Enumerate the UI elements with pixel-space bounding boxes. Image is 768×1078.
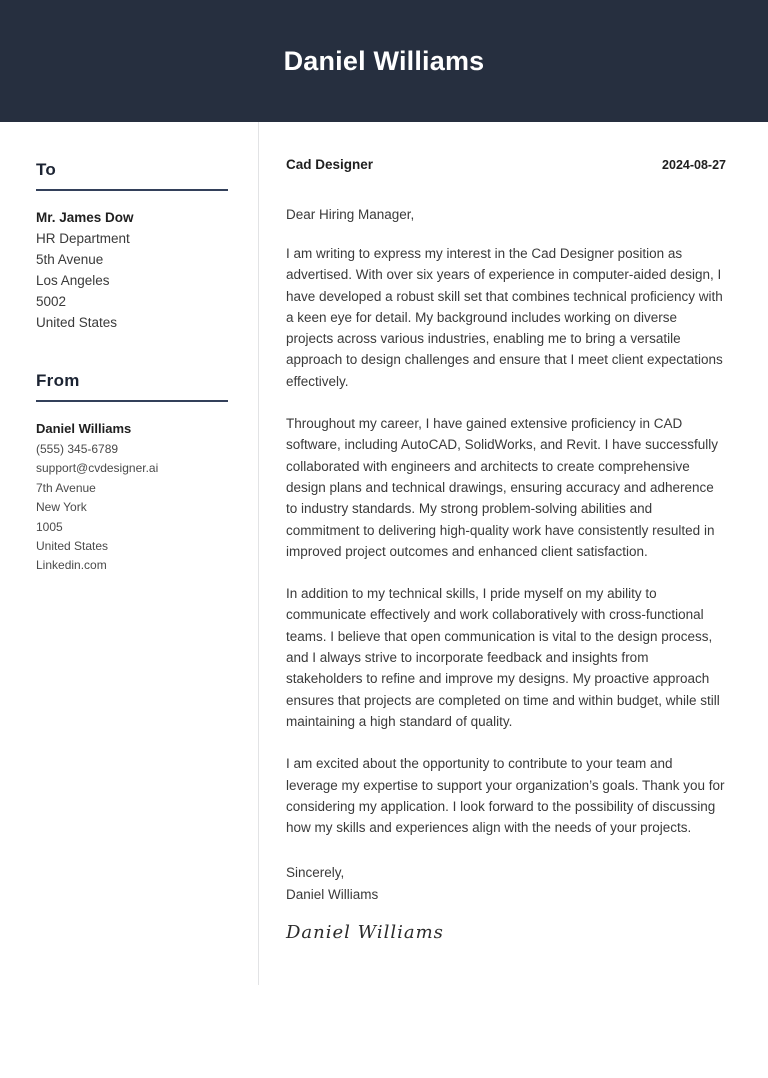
- sender-heading: From: [36, 371, 80, 390]
- sender-details-list: [36, 418, 232, 576]
- document-body: [0, 122, 768, 1078]
- closing-name: Daniel Williams: [286, 886, 379, 902]
- list-item: United States: [36, 315, 118, 330]
- letter-meta-row: [286, 122, 726, 172]
- letter-paragraph: In addition to my technical skills, I pride myself on my ability to communicate effectively and work collaboratively with cross-functional teams. I believe that open communication is vital to the design process, and I always strive to incorporate feedback and insights from stakeholders to refine and improve my designs. My proactive approach ensures that projects are completed on time and within budget, while still maintaining a high standard of quality.: [286, 586, 720, 729]
- letter-date: 2024-08-27: [662, 158, 726, 172]
- list-item: 1005: [36, 519, 63, 534]
- salutation: Dear Hiring Manager,: [286, 207, 415, 222]
- recipient-section: [36, 122, 232, 333]
- list-item: support@cvdesigner.ai: [36, 461, 159, 476]
- letter-paragraph: I am writing to express my interest in the Cad Designer position as advertised. With over six years of experience in computer-aided design, I have developed a robust skill set that combines technical proficiency with a keen eye for detail. My background includes working on diverse projects across various industries, enabling me to bring a versatile approach to design challenges and ensure that I meet client expectations effectively.: [286, 246, 723, 389]
- sender-section: [36, 333, 232, 576]
- letter-paragraph: I am excited about the opportunity to contribute to your team and leverage my expertise to support your organization’s goals. Thank you for considering my application. I look forward to the possibility of discussing how my skills and experiences align with the needs of your projects.: [286, 756, 725, 836]
- sidebar: [36, 122, 232, 576]
- list-item: HR Department: [36, 231, 130, 246]
- signature: Daniel Williams: [286, 922, 444, 944]
- job-title: Cad Designer: [286, 157, 374, 172]
- letter-content: [286, 122, 726, 943]
- list-item: 7th Avenue: [36, 480, 96, 495]
- list-item: Mr. James Dow: [36, 210, 134, 225]
- list-item: 5th Avenue: [36, 252, 104, 267]
- list-item: Los Angeles: [36, 273, 110, 288]
- letter-paragraph: Throughout my career, I have gained extensive proficiency in CAD software, including AutoCAD, SolidWorks, and Revit. I have successfully collaborated with engineers and architects to create comprehensive design plans and technical drawings, ensuring accuracy and adherence to industry standards. My strong problem-solving abilities and commitment to delivering high-quality work have consistently resulted in improved project outcomes and enhanced client satisfaction.: [286, 416, 718, 559]
- list-item: New York: [36, 500, 87, 515]
- list-item: Daniel Williams: [36, 421, 132, 436]
- list-item: United States: [36, 539, 109, 554]
- list-item: 5002: [36, 294, 67, 309]
- page-title: Daniel Williams: [283, 45, 485, 76]
- recipient-heading: To: [36, 160, 57, 179]
- column-divider: [258, 122, 259, 985]
- recipient-heading-rule: [36, 189, 228, 191]
- list-item: Linkedin.com: [36, 558, 107, 573]
- closing-salutation: Sincerely,: [286, 865, 345, 881]
- closing-block: [286, 862, 726, 905]
- recipient-details-list: [36, 207, 232, 333]
- document-header: [0, 0, 768, 122]
- sender-heading-rule: [36, 400, 228, 402]
- list-item: (555) 345-6789: [36, 442, 119, 456]
